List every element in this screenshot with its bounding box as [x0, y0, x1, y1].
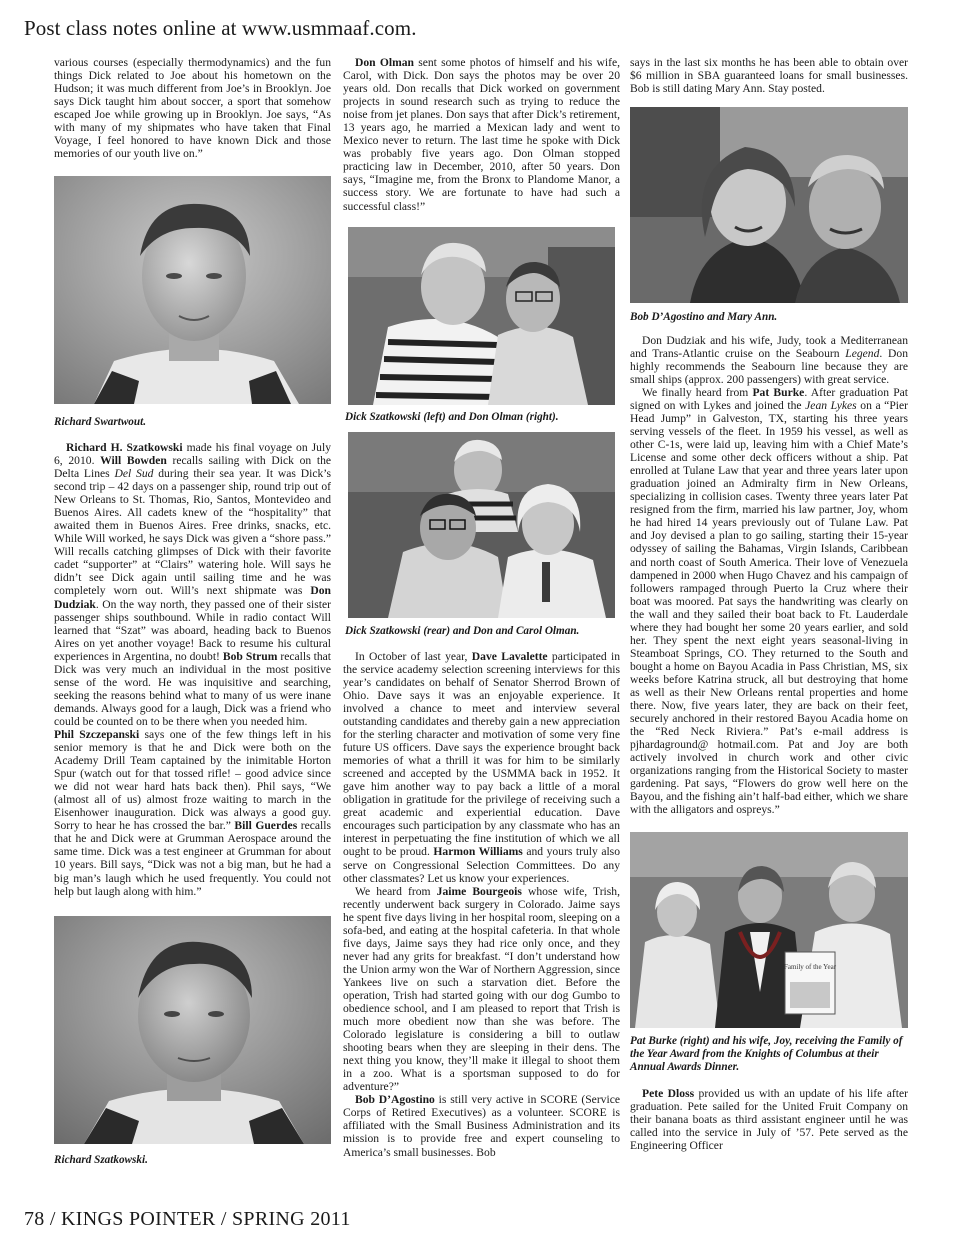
paragraph-continuation: says in the last six months he has been able to obtain over $6 million in SBA guaranteed loans for small businesses. Bob is still dating Mary Ann. Stay posted.	[630, 56, 908, 96]
ship-name: Jean Lykes	[805, 398, 857, 412]
caption-olman-1: Dick Szatkowski (left) and Don Olman (right).	[345, 410, 559, 423]
award-book-title: Family of the Year	[783, 963, 837, 972]
photo-burke-award	[630, 832, 908, 1028]
caption-richard-szatkowski: Richard Szatkowski.	[54, 1153, 148, 1166]
caption-burke: Pat Burke (right) and his wife, Joy, receiving the Family of the Year Award from the Knights of Columbus at their Annual Awards Dinner.	[630, 1035, 903, 1073]
photo-image	[630, 107, 908, 303]
photo-richard-szatkowski	[54, 916, 331, 1144]
portrait-image	[54, 176, 331, 404]
column-3	[630, 56, 908, 1152]
photo-szatkowski-olman	[348, 227, 615, 405]
paragraph-bourgeois: We heard from Jaime Bourgeois whose wife, Trish, recently underwent back surgery in Colorado. Jaime says he spent five days living in her hospital room, sleeping on a sofa-bed, and eating at the hospital cafeteria. In that whole five days, Jaime says they had rice only once, and they never had any grits for breakfast. “I don’t understand how the Union army won the War of Northern Aggression, since Yankees live on such a starvation diet. Before the operation, Trish had started going with our dog Gumbo to obedience school, and I am pleased to report that Trish is much more obedient now than she was before. The Colorado legislature is considering a bill to outlaw shooting bears when they are sleeping in their dens. The next thing you know, they’ll make it illegal to shoot them in a zoo. What is a sportsman supposed to do for adventure?”	[343, 884, 620, 1094]
name-bold: Bob Strum	[222, 649, 278, 663]
name-bold: Pat Burke	[752, 385, 805, 399]
paragraph-dudziak: Don Dudziak and his wife, Judy, took a Mediterranean and Trans-Atlantic cruise on the Seabourn Legend. Don highly recommends the Seabourn line because they are small ships (approx. 200 passengers) with great service.	[630, 333, 908, 386]
page-footer: 78 / KINGS POINTER / SPRING 2011	[24, 1208, 351, 1230]
column-2	[343, 56, 620, 1159]
paragraph-szczepanski: Phil Szczepanski says one of the few things left in his senior memory is that he and Dick were both on the Academy Drill Team captained by the inimitable Horton Spur (watch out for that tossed rifle! – good advice since we did not wear hard hats back then). Phil says, “We (almost all of us) almost froze waiting to march in the Eisenhower inauguration. Dick was always a good guy. Sorry to hear he has crossed the bar.” Bill Guerdes recalls that he and Dick were at Grumman Aerospace around the same time. Dick was a test engineer at Grumman for about 10 years. Bill says, “Dick was not a big man, but he had a big man’s laugh which he used frequently. You could not help but laugh along with him.”	[54, 728, 331, 898]
name-bold: Bill Guerdes	[234, 819, 298, 833]
caption-richard-swartwout: Richard Swartwout.	[54, 416, 147, 429]
paragraph-continuation: various courses (especially thermodynamics) and the fun things Dick related to Joe about his hometown on the Hudson; it was much different from Joe’s in Brooklyn. Joe says Dick taught him about soccer, a sport that somehow escaped Joe while growing up in Brooklyn. Joe says, “As with many of my shipmates who have taken that Final Voyage, I feel honored to have known Dick and those memories of our youth live on.”	[54, 56, 331, 161]
paragraph-szatkowski: Richard H. Szatkowski made his final voyage on July 6, 2010. Will Bowden recalls sailing with Dick on the Delta Lines Del Sud during their sea year. It was Dick’s second trip – 42 days on a passenger ship, round trip out of New Orleans to St. Thomas, Rio, Santos, Montevideo and Buenos Aires. All cadets knew of the “hospitality” that awaited them in Buenos Aires. Free drinks, snacks, etc. While Will worked, he says Dick was given a “shore pass.” Will recalls catching glimpses of Dick with their favorite cadet “supporter” at “Clairs” watering hole. Will says he didn’t see Dick again until sailing time and he was completely worn out. Will’s next shipmate was Don Dudziak. On the way north, they passed one of their sister passenger ships southbound. While in radio contact Will learned that “Szat” was aboard, heading back to Buenos Aires on yet another voyage! Back to resume his cultural experiences in Argentina, no doubt! Bob Strum recalls that Dick was very much an individual in the most positive sense of the word. He was inquisitive and searching, seeking the reasons behind what to many of us were inane demands. Always good for a laugh, Dick was a friend who could be counted on to be there when you needed him.	[54, 440, 332, 728]
name-bold: Pete Dloss	[642, 1087, 695, 1101]
name-bold: Will Bowden	[100, 454, 167, 468]
name-bold: Don Olman	[355, 56, 414, 69]
name-bold: Dave Lavalette	[471, 649, 548, 663]
column-1	[54, 56, 331, 1166]
ship-name: Del Sud	[114, 467, 154, 481]
photo-richard-swartwout	[54, 176, 331, 404]
ship-name: Legend	[845, 346, 880, 360]
paragraph-burke: We finally heard from Pat Burke. After graduation Pat signed on with Lykes and joined the Jean Lykes on a “Pier Head Jump” in Galveston, TX, starting his three years serving vessels of the fleet. In 1959 his vessel, as well as other C-1s, were laid up, leaving him with a Chief Mate’s License and some other deck officers without a ship. Pat enrolled at Tulane Law that year and three years later upon graduation joined an Admiralty firm in New Orleans, specializing in collision cases. Twenty three years later Pat resigned from the firm, married his law partner, Joy, whom he had hired 14 years previously out of Tulane Law. Pat and Joy devised a plan to go sailing, starting their 15-year odyssey of sailing the Bahamas, Virgin Islands, Caribbean and north coast of South America. Their love of Venezuela dampened in 2000 when Hugo Chavez and his campaign of followers rampaged through Puerto la Cruz where their boat was moored. Pat says the handwriting was clearly on the wall and they sailed their boat back to Ft. Lauderdale where they had bought her some 20 years earlier, and sold her. They spent the next eight years seasonal-living in Steamboat Springs, CO. They returned to the South and bought a home on Bayou Acadia in Pass Christian, MS, six weeks before Katrina struck, all but destroying that home as well as their New Orleans rental properties and home there. Now, five years later, they are back on their feet, securely anchored in their restored Bayou Acadia home on the “Red Neck Riviera.” Pat’s e-mail address is pjhardaground@ hotmail.com. Pat and Joy are both actively involved in church work and other civic organizations ranging from the Historical Society to master gardening. Pat says, “Flowers do grow well here on the Bayou, and the fishing ain’t half-bad either, which we share with the alligators and ospreys.”	[630, 385, 909, 817]
photo-image	[630, 832, 908, 1028]
name-bold: Bob D’Agostino	[355, 1093, 435, 1107]
paragraph-olman: Don Olman sent some photos of himself and his wife, Carol, with Dick. Don says the photos may be over 20 years old. Don recalls that Dick worked on government projects in sound research such as trying to reduce the noise from jet planes. Don says that after Dick’s retirement, 13 years ago, he married a Mexican lady and went to Mexico never to return. The last time he spoke with Dick was probably five years ago. Don Olman stopped practicing law in December, 2010, after 50 years. Don says, “Imagine me, from the Bronx to Plandome Manor, a success story. We are fortunate to have had such a successful class!”	[343, 56, 620, 213]
caption-dagostino: Bob D’Agostino and Mary Ann.	[630, 311, 778, 324]
caption-olman-2: Dick Szatkowski (rear) and Don and Carol Olman.	[345, 625, 580, 638]
photo-olman-couple	[348, 432, 615, 618]
name-bold: Richard H. Szatkowski	[66, 440, 183, 454]
portrait-image	[54, 916, 331, 1144]
paragraph-dagostino: Bob D’Agostino is still very active in SCORE (Service Corps of Retired Executives) as a volunteer. SCORE is affiliated with the Small Business Administration and its mission is to provide free and expert counseling to America’s small businesses. Bob	[343, 1093, 620, 1159]
photo-image	[348, 432, 615, 618]
name-bold: Don Dudziak	[54, 584, 331, 611]
site-header: Post class notes online at www.usmmaaf.com.	[24, 16, 417, 40]
paragraph-dloss: Pete Dloss provided us with an update of his life after graduation. Pete sailed for the United Fruit Company on their banana boats as third assistant engineer until he was called into the service in July of ’57. Pete served as the Engineering Officer	[630, 1087, 908, 1153]
photo-image	[348, 227, 615, 405]
photo-dagostino-mary-ann	[630, 107, 908, 303]
paragraph-lavalette: In October of last year, Dave Lavalette participated in the service academy selection screening interviews for this year’s candidates on behalf of Senator Sherrod Brown of Ohio. Dave says it was an enjoyable experience. It involved a chance to meet and interview several outstanding candidates and thereby gain a new appreciation for the sterling character and motivation of some very fine future US officers. Dave says the experience brought back memories of what a thrill it was for him to be similarly screened and accepted by the USMMA back in 1952. It gave him another way to pay back a little of a moral obligation in gratitude for the privilege of receiving such a great academic and experiential education. Dave encourages such participation by any classmate who has an interest in perpetuating the fine institution of which we all ought to be proud. Harmon Williams and yours truly also serve on Congressional Selection Committees. Do any other classmates? Let us know your experiences.	[343, 649, 620, 885]
name-bold: Jaime Bourgeois	[436, 884, 522, 898]
name-bold: Phil Szczepanski	[54, 728, 140, 741]
name-bold: Harmon Williams	[433, 845, 523, 859]
